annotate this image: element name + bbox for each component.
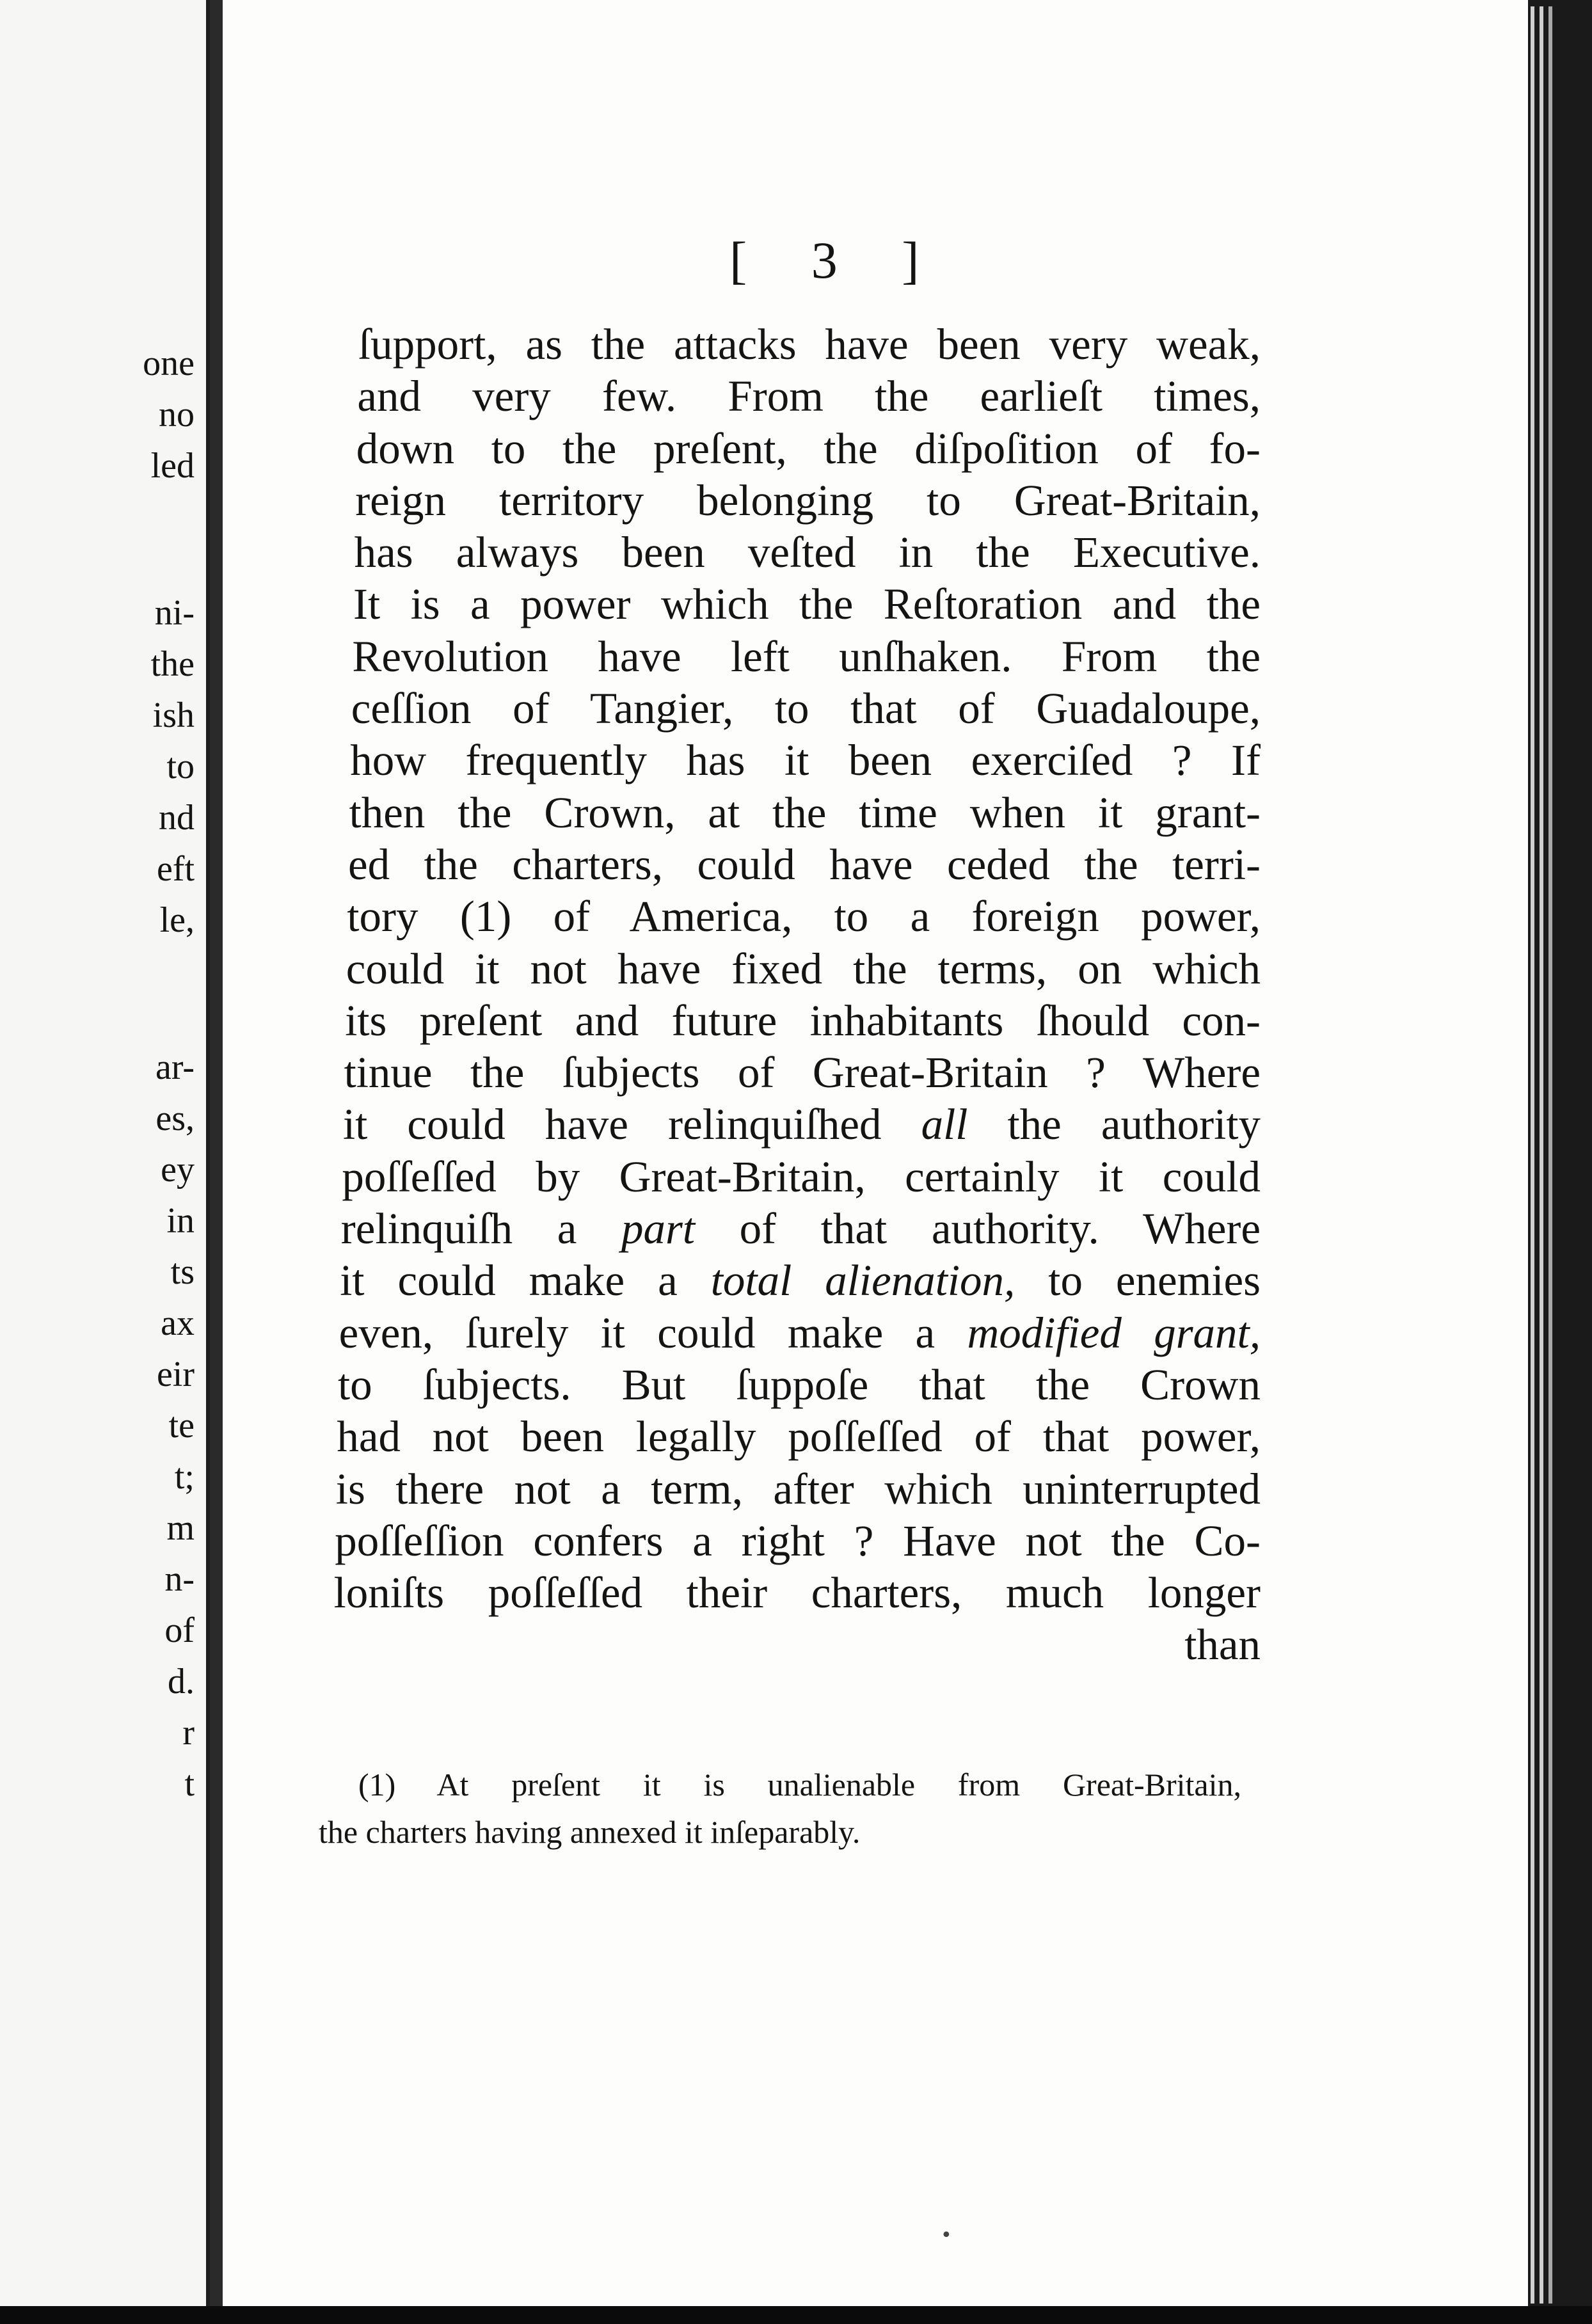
left-page-fragment: in — [166, 1201, 195, 1241]
text-line: ed the charters, could have ceded the terri- — [348, 840, 1261, 889]
left-page-fragment: ish — [152, 696, 195, 735]
left-page-fragment: of — [164, 1611, 195, 1650]
text-line: It is a power which the Reſtoration and the — [353, 580, 1261, 629]
footnote-line: the charters having annexed it inſeparably. — [319, 1814, 861, 1850]
text-line: how frequently has it been exerciſed ? If — [350, 736, 1261, 785]
left-page-fragment: nd — [159, 798, 195, 838]
footnote — [319, 1761, 1241, 1856]
left-page-fragment: ar- — [155, 1047, 195, 1087]
italic-emphasis: part — [621, 1204, 696, 1254]
text-line: tinue the ſubjects of Great-Britain ? Where — [344, 1048, 1261, 1097]
left-page-fragment: ey — [161, 1150, 195, 1190]
left-page-fragment: te — [168, 1406, 195, 1445]
text-line: and very few. From the earlieſt times, — [357, 372, 1261, 421]
page-edge-sheet — [1540, 6, 1543, 2304]
book-gutter — [210, 0, 223, 2310]
left-page-fragment: r — [182, 1713, 195, 1753]
left-page-fragment: t; — [174, 1457, 195, 1497]
text-line: it could make a total alienation, to enemies — [340, 1256, 1261, 1305]
text-line: could it not have fixed the terms, on which — [346, 944, 1261, 993]
italic-emphasis: total alienation, — [710, 1256, 1015, 1305]
left-page-fragment: ts — [170, 1252, 195, 1292]
text-line: tory (1) of America, to a foreign power, — [347, 892, 1261, 941]
left-page-fragment: eir — [156, 1355, 195, 1394]
left-page-fragment: t — [184, 1764, 195, 1804]
text-line: relinquiſh a part of that authority. Where — [340, 1204, 1261, 1254]
text-line: ceſſion of Tangier, to that of Guadaloupe, — [351, 684, 1261, 733]
text-line: poſſeſſed by Great-Britain, certainly it could — [342, 1152, 1261, 1201]
text-line: Revolution have left unſhaken. From the — [352, 632, 1261, 681]
printer-mark: • — [941, 2224, 952, 2247]
left-page-fragment: d. — [168, 1662, 195, 1701]
text-line: ſupport, as the attacks have been very weak, — [358, 320, 1261, 369]
text-line: has always been veſted in the Executive. — [354, 528, 1261, 577]
left-page-fragment: the — [150, 644, 195, 684]
page-edges — [1528, 0, 1592, 2324]
italic-emphasis: modified grant, — [967, 1308, 1261, 1357]
text-line: had not been legally poſſeſſed of that power, — [337, 1412, 1261, 1461]
scan-bottom-border — [0, 2306, 1592, 2324]
page-number: [ 3 ] — [729, 231, 945, 289]
italic-emphasis: all — [921, 1100, 968, 1149]
text-line: loniſts poſſeſſed their charters, much longer — [333, 1568, 1261, 1618]
left-page-fragment: to — [166, 747, 195, 786]
text-line: to ſubjects. But ſuppoſe that the Crown — [338, 1360, 1261, 1409]
text-line: its preſent and future inhabitants ſhould con- — [345, 996, 1261, 1045]
page-edge-sheet — [1548, 6, 1552, 2304]
text-line: poſſeſſion confers a right ? Have not the Co- — [335, 1516, 1261, 1565]
left-page-fragment: led — [150, 446, 195, 486]
left-page-fragment: le, — [159, 900, 195, 940]
left-page-fragment: n- — [164, 1559, 195, 1599]
left-page-fragment: one — [143, 344, 195, 383]
text-line: reign territory belonging to Great-Britain, — [355, 475, 1261, 525]
left-page-fragment: es, — [155, 1099, 195, 1138]
text-line: down to the preſent, the diſpoſition of fo- — [356, 424, 1261, 473]
left-page-fragment: no — [159, 395, 195, 434]
text-line: then the Crown, at the time when it grant- — [349, 788, 1261, 837]
text-line: even, ſurely it could make a modified grant, — [338, 1308, 1261, 1357]
text-line: is there not a term, after which uninterrupted — [335, 1464, 1261, 1513]
page-edge-sheet — [1531, 6, 1534, 2304]
footnote-line: (1) At preſent it is unalienable from Great-Britain, — [358, 1767, 1241, 1803]
left-page-fragment: eft — [156, 849, 195, 889]
text-line: than — [1184, 1620, 1261, 1669]
left-page-fragment: ni- — [154, 593, 195, 633]
text-line: it could have relinquiſhed all the authority — [343, 1100, 1261, 1149]
body-text — [333, 319, 1261, 1671]
left-page-edge — [0, 0, 210, 2310]
left-page-fragment: ax — [161, 1303, 195, 1343]
left-page-fragment: m — [166, 1508, 195, 1548]
